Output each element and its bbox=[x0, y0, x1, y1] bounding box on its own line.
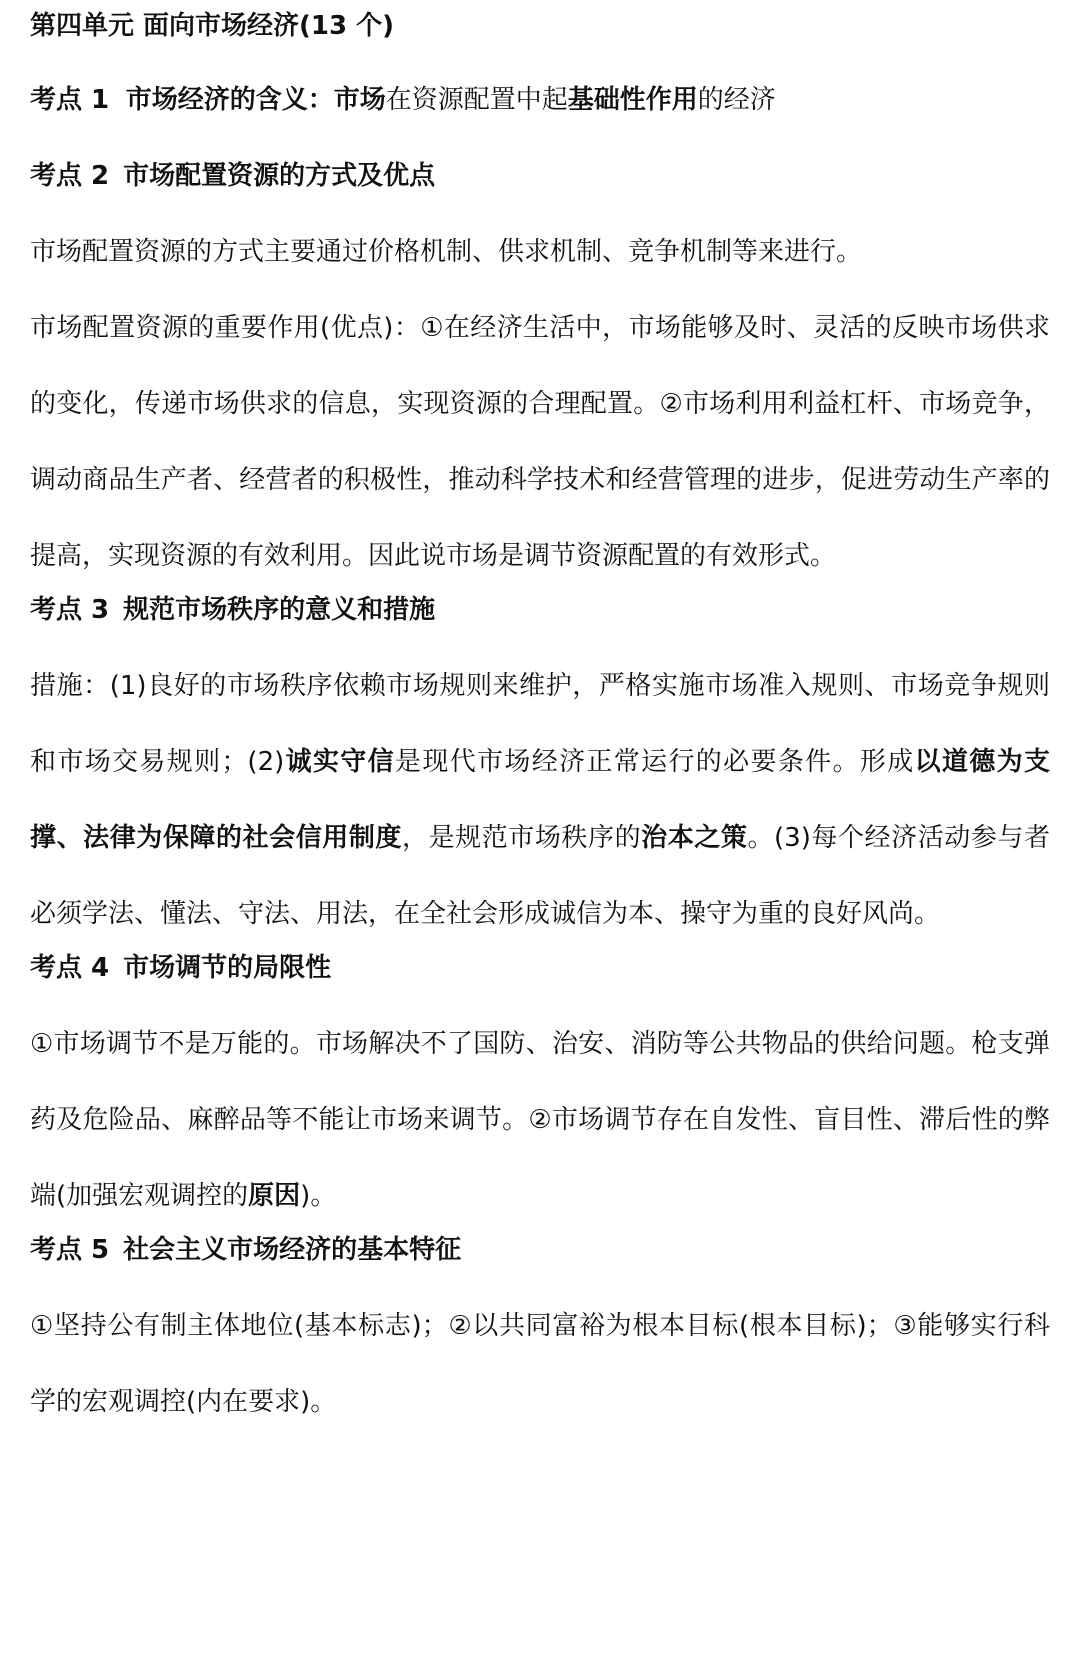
kp2-paragraph-2: 市场配置资源的重要作用(优点)：①在经济生活中，市场能够及时、灵活的反映市场供求的变化，传递市场供求的信息，实现资源的合理配置。②市场利用利益杠杆、市场竞争，调动商品生产者、经营者的积极性，推动科学技术和经营管理的进步，促进劳动生产率的提高，实现资源的有效利用。因此说市场是调节资源配置的有效形式。 bbox=[30, 313, 1050, 571]
kp1-bold-basic-role: 基础性作用 bbox=[567, 85, 698, 115]
kp3-text-4: 。(3)每个经济活动参与者必须学法、懂法、守法、用法，在全社会形成诚信为本、操守为重的良好风尚。 bbox=[30, 823, 1050, 929]
kp3-paragraph bbox=[30, 648, 1050, 952]
kp4-number: 考点 4 bbox=[30, 953, 110, 983]
kp4-title: 市场调节的局限性 bbox=[123, 953, 332, 983]
unit-title: 第四单元 面向市场经济(13 个) bbox=[30, 11, 395, 41]
kp3-bold-fundamental-policy: 治本之策 bbox=[641, 823, 748, 853]
kp3-bold-credit-system: 以道德为支撑、法律为保障的社会信用制度 bbox=[30, 747, 1050, 853]
kp5-title: 社会主义市场经济的基本特征 bbox=[123, 1235, 462, 1265]
kp3-text-1: 措施：(1)良好的市场秩序依赖市场规则来维护，严格实施市场准入规则、市场竞争规则和市场交易规则；(2) bbox=[30, 671, 1050, 777]
kp4-bold-reason: 原因 bbox=[248, 1181, 301, 1211]
kp4-text-1: ①市场调节不是万能的。市场解决不了国防、治安、消防等公共物品的供给问题。枪支弹药及危险品、麻醉品等不能让市场来调节。②市场调节存在自发性、盲目性、滞后性的弊端(加强宏观调控的 bbox=[30, 1029, 1050, 1211]
kp3-bold-honesty: 诚实守信 bbox=[284, 747, 395, 777]
kp3-text-2: 是现代市场经济正常运行的必要条件。形成 bbox=[395, 747, 915, 777]
kp1-section bbox=[30, 78, 1050, 122]
kp3-number: 考点 3 bbox=[30, 595, 110, 625]
kp2-paragraph-1: 市场配置资源的方式主要通过价格机制、供求机制、竞争机制等来进行。 bbox=[30, 237, 863, 267]
kp3-text-3: ，是规范市场秩序的 bbox=[402, 823, 642, 853]
kp2-number: 考点 2 bbox=[30, 161, 110, 191]
kp5-paragraph: ①坚持公有制主体地位(基本标志)；②以共同富裕为根本目标(根本目标)；③能够实行科学的宏观调控(内在要求)。 bbox=[30, 1311, 1050, 1417]
kp5-heading bbox=[30, 1228, 1050, 1272]
kp1-number: 考点 1 bbox=[30, 85, 110, 115]
kp1-text-1: 在资源配置中起 bbox=[385, 85, 568, 115]
kp1-text-2: 的经济 bbox=[697, 85, 776, 115]
kp2-title: 市场配置资源的方式及优点 bbox=[123, 161, 436, 191]
kp4-paragraph bbox=[30, 1006, 1050, 1234]
kp4-heading bbox=[30, 946, 1050, 990]
kp3-title: 规范市场秩序的意义和措施 bbox=[123, 595, 436, 625]
kp1-title: 市场经济的含义： bbox=[125, 85, 334, 115]
kp2-heading bbox=[30, 154, 1050, 198]
kp4-text-2: )。 bbox=[300, 1181, 337, 1211]
kp5-number: 考点 5 bbox=[30, 1235, 110, 1265]
kp3-heading bbox=[30, 588, 1050, 632]
kp1-bold-market: 市场 bbox=[333, 85, 386, 115]
